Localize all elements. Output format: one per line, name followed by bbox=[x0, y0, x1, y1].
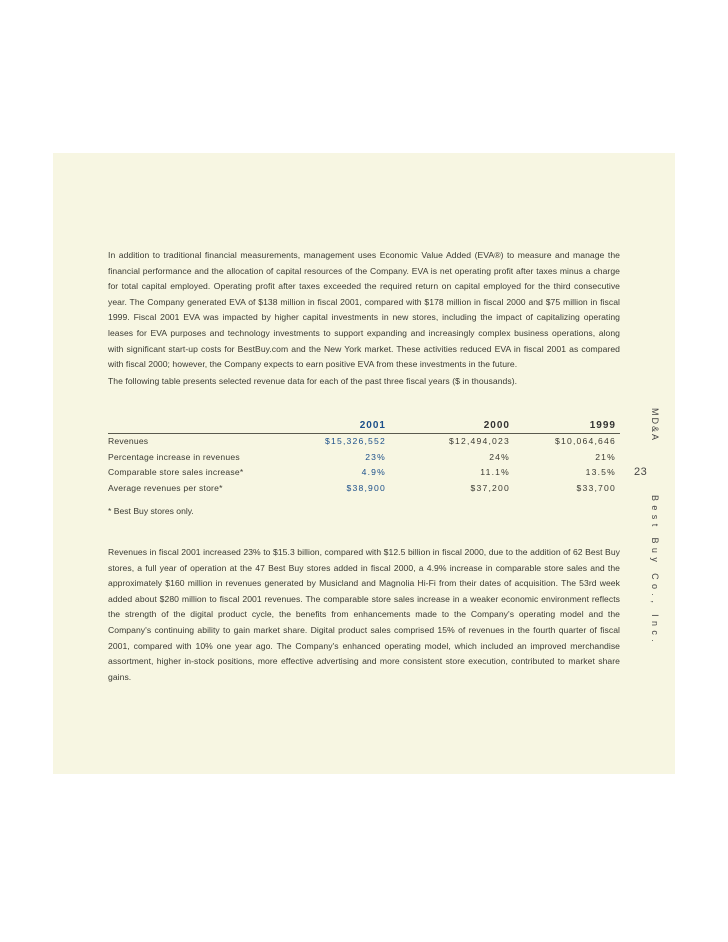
table-row bbox=[108, 434, 620, 450]
header-2001: 2001 bbox=[359, 420, 386, 431]
header-2000: 2000 bbox=[483, 420, 510, 431]
cell-2000: 11.1% bbox=[480, 467, 510, 478]
cell-2000: $12,494,023 bbox=[449, 436, 510, 446]
section-label: MD&A bbox=[650, 408, 660, 443]
row-label: Average revenues per store* bbox=[108, 482, 223, 493]
eva-paragraph: In addition to traditional financial measurements, management uses Economic Value Added (EVA®) to measure and manage the financial performance and the allocation of capital resources of the Company. EVA is net operating profit after taxes minus a charge for total capital employed. Operating profit after taxes exceeded the required return on capital employed for the third consecutive year. The Company generated EVA of $138 million in fiscal 2001, compared with $178 million in fiscal 2000 and $75 million in fiscal 1999. Fiscal 2001 EVA was impacted by higher capital investments in new stores, including the impact of capitalizing operating leases for EVA purposes and technology investments to support expanding and increasingly complex business operations, along with significant start-up costs for BestBuy.com and the New York market. These activities reduced EVA in fiscal 2001 as compared with fiscal 2000; however, the Company expects to earn positive EVA from these investments in the future. bbox=[108, 250, 620, 370]
cell-1999: $10,064,646 bbox=[555, 436, 616, 446]
row-label: Percentage increase in revenues bbox=[108, 451, 240, 462]
table-row bbox=[108, 481, 620, 497]
cell-2001: 4.9% bbox=[361, 467, 386, 478]
table-row bbox=[108, 450, 620, 466]
cell-2001: $15,326,552 bbox=[325, 436, 386, 446]
row-label: Revenues bbox=[108, 436, 149, 446]
header-1999: 1999 bbox=[589, 420, 616, 431]
revenues-paragraph: Revenues in fiscal 2001 increased 23% to $15.3 billion, compared with $12.5 billion in fiscal 2000, due to the addition of 62 Best Buy stores, a full year of operation at the 47 Best Buy stores added in fiscal 2000, a 4.9% increase in comparable store sales and the approximately $160 million in revenues generated by Musicland and Magnolia Hi-Fi from their dates of acquisition. The 53rd week added about $280 million to fiscal 2001 revenues. The comparable store sales increase in a weaker economic environment reflects the strength of the digital product cycle, the benefits from enhancements made to the Company's operating model and the Company's continuing ability to gain market share. Digital product sales comprised 15% of revenues in the fourth quarter of fiscal 2001, compared with 10% one year ago. The Company's enhanced operating model, which included an improved merchandise assortment, higher in-stock positions, more effective advertising and more consistent store execution, contributed to market share gains. bbox=[108, 547, 620, 682]
cell-1999: 21% bbox=[595, 451, 616, 462]
cell-1999: 13.5% bbox=[585, 467, 616, 478]
cell-2000: $37,200 bbox=[470, 482, 510, 493]
table-header bbox=[108, 420, 620, 434]
cell-2001: 23% bbox=[365, 451, 386, 462]
company-name: Best Buy Co., Inc. bbox=[650, 495, 660, 647]
table-footnote: * Best Buy stores only. bbox=[108, 506, 194, 516]
cell-2000: 24% bbox=[489, 451, 510, 462]
table-row bbox=[108, 465, 620, 481]
cell-2001: $38,900 bbox=[346, 482, 386, 493]
cell-1999: $33,700 bbox=[576, 482, 616, 493]
table-intro-paragraph: The following table presents selected revenue data for each of the past three fiscal years ($ in thousands). bbox=[108, 376, 518, 386]
row-label: Comparable store sales increase* bbox=[108, 467, 244, 478]
page-number: 23 bbox=[634, 466, 648, 478]
revenue-table bbox=[108, 420, 620, 496]
